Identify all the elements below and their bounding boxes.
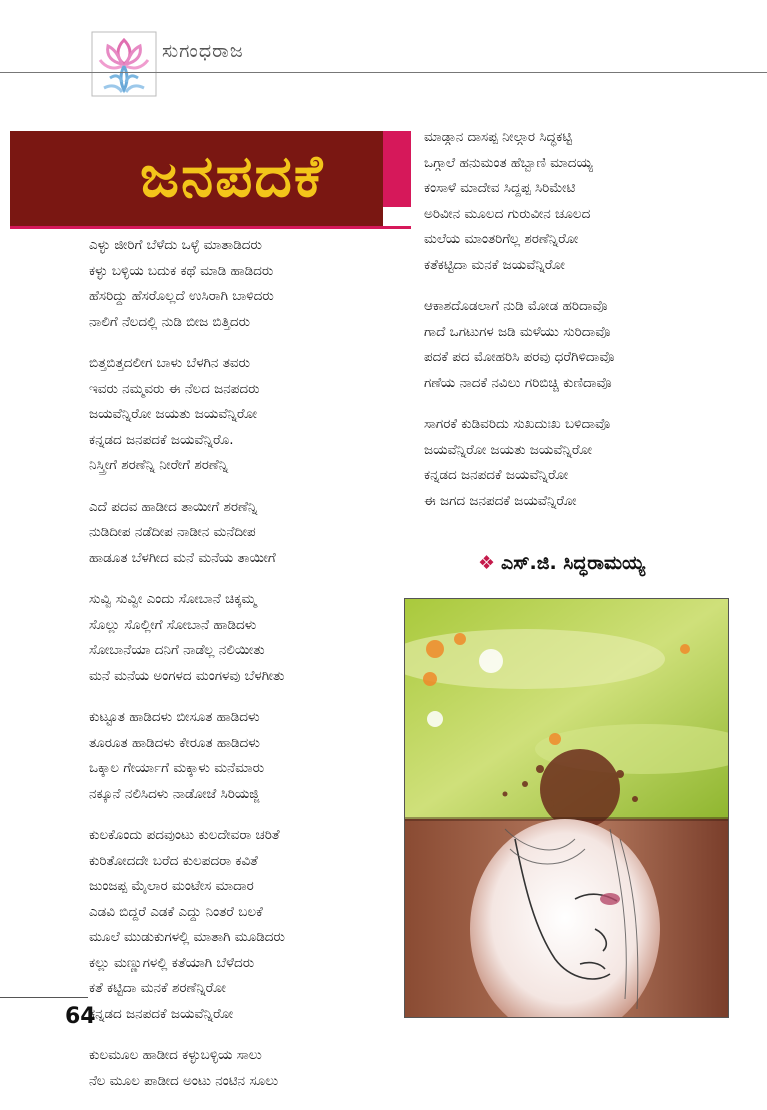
poem-line: ಕಲ್ಲು ಮಣ್ಣುಗಳಲ್ಲಿ ಕತೆಯಾಗಿ ಬೆಳೆದರು xyxy=(89,954,255,971)
title-accent-strip xyxy=(10,226,411,229)
poem-line: ಕನ್ನಡದ ಜನಪದಕೆ ಜಯವೆನ್ನಿರೊ. xyxy=(89,431,234,448)
poem-line: ಕುಲಕೊಂದು ಪದವುಂಟು ಕುಲದೇವರಾ ಚರಿತೆ xyxy=(89,827,280,843)
poem-line: ನಿಸ್ತ್ರೀಗೆ ಶರಣೆನ್ನಿ ನೀರೇಗೆ ಶರಣೆನ್ನಿ xyxy=(89,457,229,473)
poem-line: ಜಯವೆನ್ನಿರೋ ಜಯತು ಜಯವೆನ್ನಿರೋ xyxy=(89,406,258,422)
poem-stanza xyxy=(89,587,409,689)
poem-line: ಎಡವಿ ಬಿದ್ದರೆ ಎಡಕೆ ಎದ್ದು ನಿಂತರೆ ಬಲಕೆ xyxy=(89,903,263,920)
poem-stanza xyxy=(89,823,409,1027)
poem-line: ಕಳ್ಳು ಬಳ್ಳಿಯ ಬದುಕ ಕಥೆ ಮಾಡಿ ಹಾಡಿದರು xyxy=(89,262,274,279)
poem-line: ನಕ್ಕೂನೆ ನಲಿಸಿದಳು ನಾಡೋಜೆ ಸಿರಿಯಜ್ಜಿ xyxy=(89,785,260,802)
poem-stanza xyxy=(424,125,754,278)
poem-line: ಕುಟ್ಟೂತ ಹಾಡಿದಳು ಬೀಸೂತ ಹಾಡಿದಳು xyxy=(89,709,260,725)
poem-line: ಮೂಲೆ ಮುಡುಕುಗಳಲ್ಲಿ ಮಾತಾಗಿ ಮೂಡಿದರು xyxy=(89,929,285,945)
author-byline xyxy=(478,552,645,574)
poem-line: ಮಾಡ್ಗಾನ ದಾಸಪ್ಪ ನೀಲ್ಗಾರ ಸಿದ್ಧಕಟ್ಟಿ xyxy=(424,129,573,145)
author-bullet-icon: ❖ xyxy=(478,552,496,574)
poem-line: ಮನೆ ಮನೆಯ ಅಂಗಳದ ಮಂಗಳವು ಬೆಳಗೀತು xyxy=(89,667,285,684)
poem-stanza xyxy=(89,705,409,807)
title-accent-tab xyxy=(383,131,411,207)
poem-line: ಸುವ್ವಿ ಸುವ್ವೀ ಎಂದು ಸೋಬಾನೆ ಚಿಕ್ಕಮ್ಮ xyxy=(89,591,257,607)
poem-line: ಗಣೆಯ ನಾದಕೆ ನವಿಲು ಗರಿಬಿಚ್ಚಿ ಕುಣಿದಾವೊ xyxy=(424,374,612,391)
header-divider xyxy=(0,72,767,73)
poem-left-column xyxy=(89,233,409,1110)
poem-stanza xyxy=(424,294,754,396)
poem-line: ಬಿತ್ತಬಿತ್ತದಲೀಗ ಬಾಳು ಬೆಳಗಿನ ತವರು xyxy=(89,355,250,371)
poem-line: ಸೋಬಾನೆಯಾ ದನಿಗೆ ನಾಡೆಲ್ಲ ನಲಿಯೀತು xyxy=(89,642,265,658)
poem-line: ಒಗ್ಗಾಲೆ ಹನುಮಂತ ಹೆಬ್ಬಾಣಿ ಮಾದಯ್ಯ xyxy=(424,154,593,171)
footer-divider xyxy=(0,997,88,998)
poem-stanza xyxy=(89,233,409,335)
lotus-logo-icon xyxy=(90,30,158,98)
poem-line: ಮಲೆಯ ಮಾಂತರಿಗೆಲ್ಲ ಶರಣೆನ್ನಿರೋ xyxy=(424,231,579,247)
poem-line: ಎಳ್ಳು ಜೀರಿಗೆ ಬೆಳೆದು ಒಳ್ಳೆ ಮಾತಾಡಿದರು xyxy=(89,237,262,253)
poem-line: ಪದಕೆ ಪದ ಮೋಹರಿಸಿ ಪರವು ಧರೆಗಿಳಿದಾವೊ xyxy=(424,349,615,365)
poem-stanza xyxy=(89,495,409,572)
section-title: ಸುಗಂಧರಾಜ xyxy=(162,40,244,62)
poem-line: ಕತೆಕಟ್ಟಿದಾ ಮನಕೆ ಜಯವೆನ್ನಿರೋ xyxy=(424,256,565,273)
article-title: ಜನಪದಕೆ xyxy=(140,142,325,210)
poem-line: ಅರಿವೀನ ಮೂಲದ ಗುರುವೀನ ಚೂಲದ xyxy=(424,205,591,222)
poem-line: ನೆಲ ಮೂಲ ಪಾಡೀದ ಅಂಟು ನಂಟಿನ ಸೂಲು xyxy=(89,1072,279,1089)
poem-line: ಒಕ್ಕಾಲ ಗೇರ್ಯಾಗೆ ಮಕ್ಕಾಳು ಮನೆಮಾರು xyxy=(89,760,265,776)
poem-line: ಕತೆ ಕಟ್ಟಿದಾ ಮನಕೆ ಶರಣೆನ್ನಿರೋ xyxy=(89,980,226,996)
poem-line: ಕುಲಮೂಲ ಹಾಡೀದ ಕಳ್ಳುಬಳ್ಳಿಯ ಸಾಲು xyxy=(89,1047,262,1063)
poem-line: ಈ ಜಗದ ಜನಪದಕೆ ಜಯವೆನ್ನಿರೋ xyxy=(424,492,577,509)
poem-line: ಜುಂಜಪ್ಪ ಮೈಲಾರ ಮಂಟೇಸ ಮಾದಾರ xyxy=(89,878,254,894)
poem-line: ಸೊಲ್ಲು ಸೊಲ್ಲೀಗೆ ಸೋಬಾನೆ ಹಾಡಿದಳು xyxy=(89,616,257,633)
poem-line: ನುಡಿದೀಪ ನಡೆದೀಪ ನಾಡೀನ ಮನೆದೀಪ xyxy=(89,524,256,540)
poem-line: ಗಾದೆ ಒಗಟುಗಳ ಜಡಿ ಮಳೆಯು ಸುರಿದಾವೊ xyxy=(424,323,611,340)
poem-line: ಆಕಾಶದೊಡಲಾಗೆ ನುಡಿ ಮೋಡ ಹರಿದಾವೊ xyxy=(424,298,608,314)
poem-line: ಕನ್ನಡದ ಜನಪದಕೆ ಜಯವೆನ್ನಿರೋ xyxy=(89,1005,234,1022)
poem-stanza xyxy=(89,1043,409,1094)
author-name: ಎಸ್.ಜಿ. ಸಿದ್ಧರಾಮಯ್ಯ xyxy=(501,552,646,574)
poem-stanza xyxy=(424,412,754,514)
poem-illustration xyxy=(404,598,729,1018)
poem-line: ಕಂಸಾಳೆ ಮಾದೇವ ಸಿದ್ದಪ್ಪ ಸಿರಿಮೇಟಿ xyxy=(424,180,576,196)
poem-line: ಜಯವೆನ್ನಿರೋ ಜಯತು ಜಯವೆನ್ನಿರೋ xyxy=(424,441,593,458)
poem-line: ಸಾಗರಕೆ ಕುಡಿವರಿದು ಸುಖದುಃಖ ಬಳಿದಾವೊ xyxy=(424,416,611,432)
poem-line: ಇವರು ನಮ್ಮವರು ಈ ನೆಲದ ಜನಪದರು xyxy=(89,380,260,397)
poem-stanza xyxy=(89,351,409,479)
poem-line: ಹಾಡೂತ ಬೆಳಗೀದ ಮನೆ ಮನೆಯ ತಾಯೀಗೆ xyxy=(89,549,276,566)
poem-line: ಹೆಸರಿದ್ದು ಹೆಸರೊಲ್ಲದೆ ಉಸಿರಾಗಿ ಬಾಳಿದರು xyxy=(89,288,274,304)
page-number: 64 xyxy=(65,1004,96,1029)
poem-line: ಎದೆ ಪದವ ಹಾಡೀದ ತಾಯೀಗೆ ಶರಣೆನ್ನಿ xyxy=(89,498,258,515)
poem-right-column xyxy=(424,125,754,530)
poem-line: ಕನ್ನಡದ ಜನಪದಕೆ ಜಯವೆನ್ನಿರೋ xyxy=(424,467,569,483)
poem-line: ತೂರೂತ ಹಾಡಿದಳು ಕೇರೂತ ಹಾಡಿದಳು xyxy=(89,734,260,751)
poem-line: ಕುರಿತೋದದೇ ಬರೆದ ಕುಲಪದರಾ ಕವಿತೆ xyxy=(89,852,258,869)
poem-line: ನಾಲಿಗೆ ನೆಲದಲ್ಲಿ ನುಡಿ ಬೀಜ ಬಿತ್ತಿದರು xyxy=(89,313,251,330)
